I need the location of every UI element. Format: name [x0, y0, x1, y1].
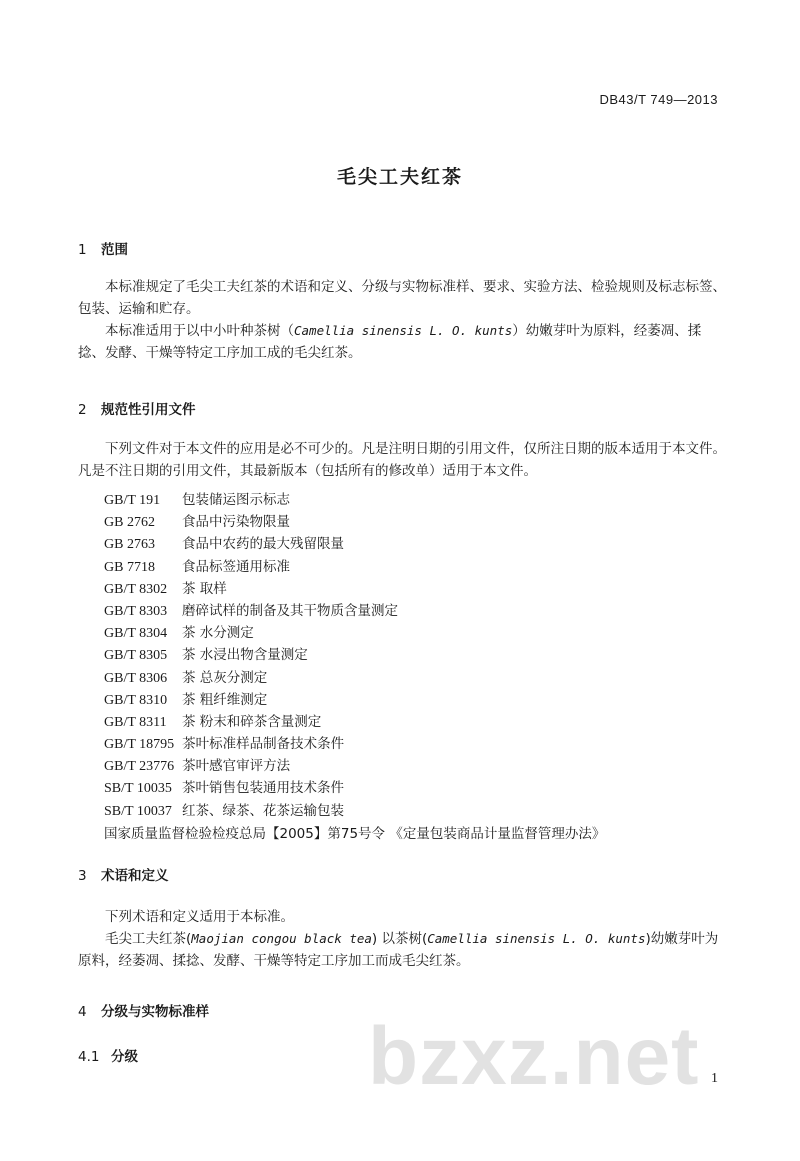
section-1-heading: [78, 238, 128, 258]
ref-title: 茶叶销售包装通用技术条件: [182, 780, 344, 797]
ref-title: 茶 取样: [182, 580, 227, 597]
ref-title: 茶 总灰分测定: [182, 669, 268, 686]
list-item: [104, 577, 398, 599]
normative-references-list: [104, 488, 398, 821]
section-4-heading: [78, 1000, 209, 1020]
section-4-1-heading: [78, 1045, 138, 1065]
ref-title: 茶 水分测定: [182, 625, 254, 642]
section-number: 3: [78, 868, 87, 884]
list-item: [104, 776, 398, 798]
list-item: [104, 643, 398, 665]
term: 毛尖工夫红茶(: [105, 931, 192, 947]
list-item: [104, 621, 398, 643]
ref-code: SB/T 10037: [104, 803, 172, 819]
list-item: [104, 666, 398, 688]
ref-title: 食品标签通用标准: [182, 558, 290, 575]
text-run: )幼嫩芽叶为原料，经萎凋、揉捻、发酵、干燥等特定工序加工而成毛尖红茶。: [78, 931, 719, 969]
section-2-heading: [78, 398, 196, 418]
section-number: 4.1: [78, 1049, 100, 1065]
page-number: 1: [711, 1071, 718, 1086]
ref-title: 茶 粗纤维测定: [182, 691, 268, 708]
ref-title: 茶 粉末和碎茶含量测定: [182, 713, 322, 730]
list-item: [104, 532, 398, 554]
section-title: 分级: [111, 1049, 138, 1065]
section-title: 范围: [101, 242, 128, 258]
ref-code: GB/T 23776: [104, 759, 175, 775]
document-code: DB43/T 749—2013: [599, 92, 718, 107]
section-title: 分级与实物标准样: [101, 1004, 209, 1020]
latin-name: Camellia sinensis L. O. kunts: [427, 931, 646, 946]
ref-title: 食品中农药的最大残留限量: [182, 536, 344, 553]
section-3-definition: [78, 928, 728, 972]
list-item: [104, 688, 398, 710]
section-3-paragraph-1: 下列术语和定义适用于本标准。: [105, 909, 294, 925]
ref-title: 茶叶标准样品制备技术条件: [182, 736, 345, 753]
ref-code: GB/T 18795: [104, 737, 175, 753]
list-item: [104, 555, 398, 577]
section-2-paragraph-1: 下列文件对于本文件的应用是必不可少的。凡是注明日期的引用文件，仅所注日期的版本适用于本文件。凡是不注日期的引用文件，其最新版本（包括所有的修改单）适用于本文件。: [78, 441, 726, 479]
watermark: bzxz.net: [368, 1011, 700, 1102]
ref-code: GB/T 8310: [104, 692, 168, 708]
ref-title: 茶叶感官审评方法: [182, 758, 291, 775]
list-item: [104, 599, 398, 621]
document-title: 毛尖工夫红茶: [336, 166, 463, 188]
list-item: [104, 799, 398, 821]
list-item: [104, 754, 398, 776]
text-run: 本标准适用于以中小叶种茶树（: [105, 323, 294, 339]
list-item: [104, 732, 398, 754]
section-3-heading: [78, 864, 169, 884]
section-title: 规范性引用文件: [101, 402, 196, 418]
ref-code: GB/T 8311: [104, 714, 167, 730]
text-run: ) 以茶树(: [371, 931, 428, 947]
regulation-reference: 国家质量监督检验检疫总局【2005】第75号令 《定量包装商品计量监督管理办法》: [104, 826, 606, 842]
ref-code: SB/T 10035: [104, 781, 172, 797]
list-item: [104, 510, 398, 532]
section-title: 术语和定义: [101, 868, 169, 884]
list-item: [104, 710, 398, 732]
ref-code: GB/T 191: [104, 493, 161, 508]
ref-code: GB/T 8302: [104, 581, 168, 597]
ref-code: GB 2763: [104, 537, 155, 553]
section-number: 1: [78, 242, 87, 258]
ref-code: GB 7718: [104, 559, 155, 575]
section-number: 2: [78, 402, 87, 418]
ref-title: 磨碎试样的制备及其干物质含量测定: [182, 602, 398, 619]
list-item: [104, 488, 398, 510]
ref-code: GB/T 8305: [104, 648, 168, 664]
latin-term: Maojian congou black tea: [191, 931, 372, 946]
ref-title: 茶 水浸出物含量测定: [182, 647, 308, 664]
ref-code: GB 2762: [104, 515, 155, 531]
ref-title: 包装储运图示标志: [182, 492, 290, 508]
ref-code: GB/T 8303: [104, 603, 168, 619]
ref-title: 红茶、绿茶、花茶运输包装: [182, 802, 344, 819]
section-1-paragraph-1: 本标准规定了毛尖工夫红茶的术语和定义、分级与实物标准样、要求、实验方法、检验规则及标志标签、包装、运输和贮存。: [78, 279, 726, 317]
section-1-paragraph-2: [78, 320, 728, 364]
text-run: ）幼嫩芽叶为原料，经萎凋、揉捻、发酵、干燥等特定工序加工成的毛尖红茶。: [78, 323, 702, 361]
section-number: 4: [78, 1004, 87, 1020]
ref-code: GB/T 8306: [104, 670, 168, 686]
latin-name: Camellia sinensis L. O. kunts: [294, 323, 513, 338]
ref-code: GB/T 8304: [104, 626, 168, 642]
ref-title: 食品中污染物限量: [182, 514, 290, 531]
